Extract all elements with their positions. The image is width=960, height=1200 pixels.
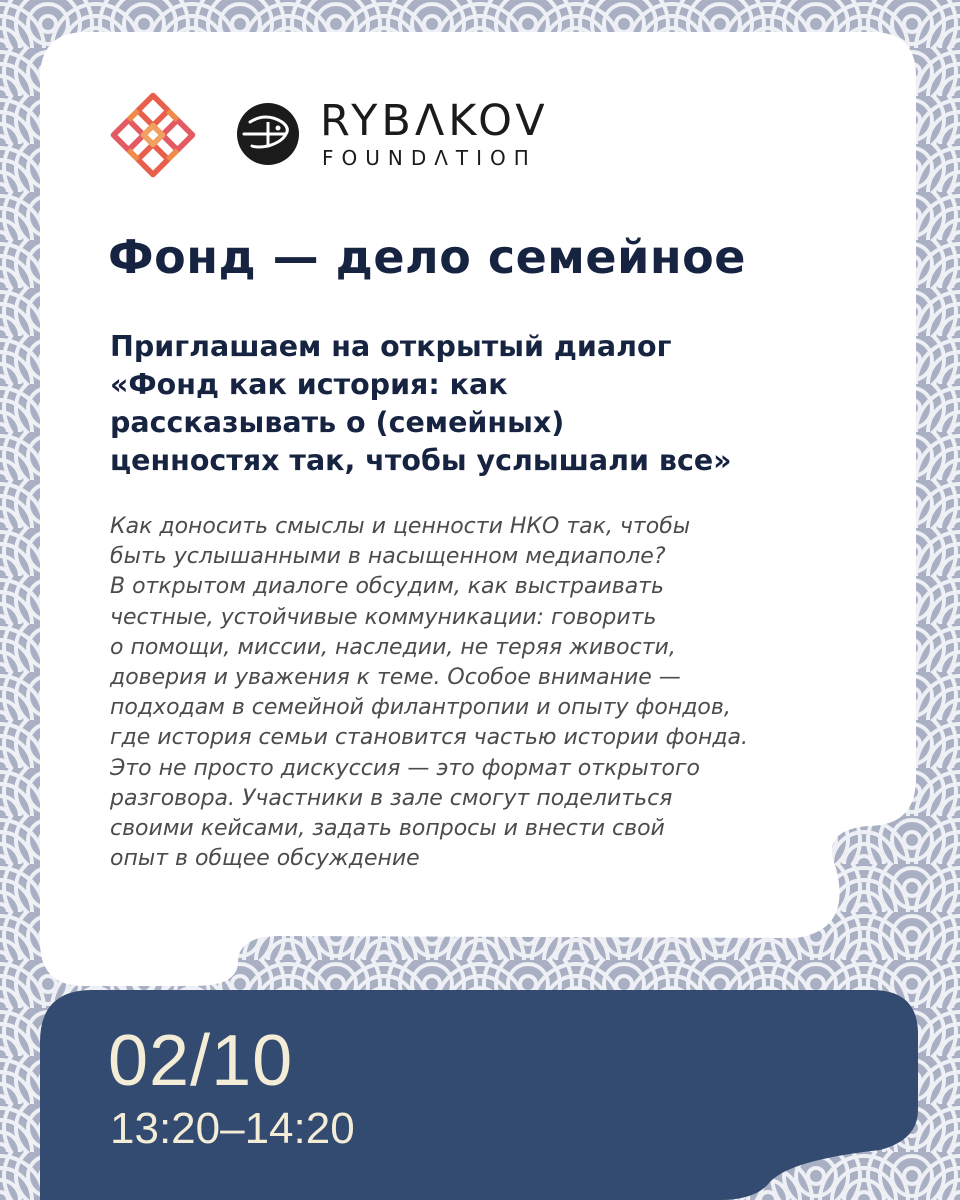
description-line: опыт в общее обсуждение: [110, 846, 420, 872]
description-line: быть услышанными в насыщенном медиаполе?: [110, 544, 666, 570]
description-line: Это не просто дискуссия — это формат открытого: [110, 755, 700, 781]
rybakov-logo-subtitle: FOUNDΛTIOП: [322, 146, 537, 170]
partner-knot-logo: [106, 88, 200, 182]
description-line: Как доносить смыслы и ценности НКО так, чтобы: [110, 514, 691, 539]
description-line: где история семьи становится частью истории фонда.: [110, 725, 749, 751]
description-line: В открытом диалоге обсудим, как выстраивать: [110, 574, 664, 600]
lead-line: Приглашаем на открытый диалог: [110, 330, 672, 363]
invitation-lead: [110, 328, 830, 480]
rybakov-logo-name: RYBΛKOV: [320, 96, 549, 146]
description-line: разговора. Участники в зале смогут поделиться: [110, 785, 673, 811]
lead-line: рассказывать о (семейных): [110, 406, 565, 439]
lead-line: «Фонд как история: как: [110, 368, 508, 401]
event-date: 02/10: [108, 1021, 294, 1101]
event-description: [110, 512, 830, 874]
event-time: 13:20–14:20: [110, 1104, 355, 1153]
description-line: своими кейсами, задать вопросы и внести свой: [110, 816, 665, 842]
description-line: о помощи, миссии, наследии, не теряя живости,: [110, 634, 676, 660]
rybakov-fish-logo-icon: [236, 102, 300, 166]
description-line: честные, устойчивые коммуникации: говорить: [110, 604, 657, 630]
lead-line: ценностях так, чтобы услышали все»: [110, 444, 732, 477]
description-line: подходам в семейной филантропии и опыту фондов,: [110, 695, 731, 721]
page-title: Фонд — дело семейное: [108, 230, 746, 284]
description-line: доверия и уважения к теме. Особое внимание —: [110, 665, 681, 691]
